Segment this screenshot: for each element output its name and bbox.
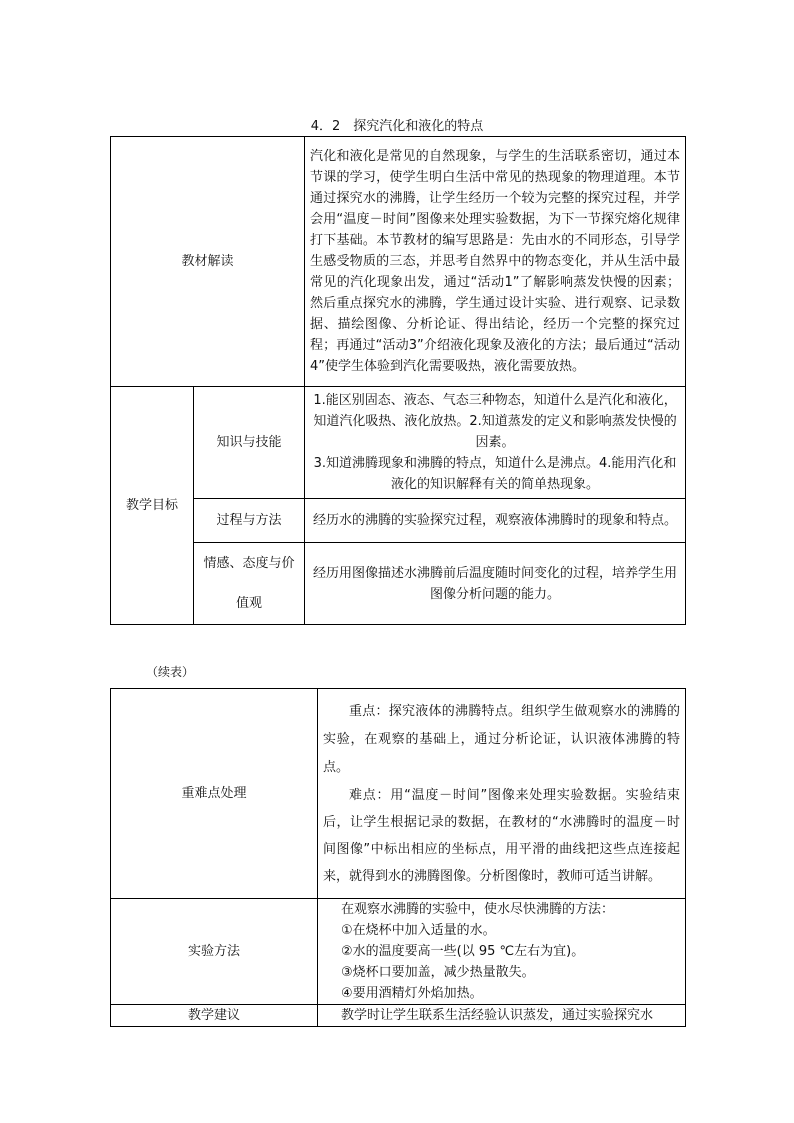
method-cell (318, 899, 686, 1005)
emotion-label-cell (194, 543, 305, 625)
material-label: 教材解读 (111, 137, 305, 387)
knowledge-label: 知识与技能 (194, 387, 305, 499)
process-text: 经历水的沸腾的实验探究过程，观察液体沸腾时的现象和特点。 (305, 499, 686, 543)
emotion-text: 经历用图像描述水沸腾前后温度随时间变化的过程，培养学生用图像分析问题的能力。 (305, 543, 686, 625)
lesson-plan-table (110, 136, 686, 625)
method-label: 实验方法 (111, 899, 318, 1005)
knowledge-cell (305, 387, 686, 499)
material-text: 汽化和液化是常见的自然现象，与学生的生活联系密切，通过本节课的学习，使学生明白生活中常见的热现象的物理道理。本节通过探究水的沸腾，让学生经历一个较为完整的探究过程，并学会用“温度－时间”图像来处理实验数据，为下一节探究熔化规律打下基础。本节教材的编写思路是：先由水的不同形态，引导学生感受物质的三态，并思考自然界中的物态变化，并从生活中最常见的汽化现象出发，通过“活动1”了解影响蒸发快慢的因素；然后重点探究水的沸腾，学生通过设计实验、进行观察、记录数据、描绘图像、分析论证、得出结论，经历一个完整的探究过程；再通过“活动3”介绍液化现象及液化的方法；最后通过“活动4”使学生体验到汽化需要吸热，液化需要放热。 (305, 137, 686, 387)
emotion-label-line-2: 值观 (236, 595, 263, 611)
method-item-4: ④要用酒精灯外焰加热。 (341, 986, 483, 1001)
emotion-label-line-1: 情感、态度与价 (203, 555, 295, 571)
knowledge-text-2: 3.知道沸腾现象和沸腾的特点，知道什么是沸点。4.能用汽化和液化的知识解释有关的简单热现象。 (313, 456, 677, 492)
goals-label: 教学目标 (111, 387, 194, 625)
process-label: 过程与方法 (194, 499, 305, 543)
difficult-point: 难点：用“温度－时间”图像来处理实验数据。实验结束后，让学生根据记录的数据，在教材的“水沸腾时的温度－时间图像”中标出相应的坐标点，用平滑的曲线把这些点连接起来，就得到水的沸腾图像。分析图像时，教师可适当讲解。 (323, 787, 680, 884)
suggest-text: 教学时让学生联系生活经验认识蒸发，通过实验探究水 (318, 1005, 686, 1027)
key-label: 重难点处理 (111, 689, 318, 899)
key-cell (318, 689, 686, 899)
method-item-3: ③烧杯口要加盖，减少热量散失。 (341, 965, 535, 980)
key-point: 重点：探究液体的沸腾特点。组织学生做观察水的沸腾的实验，在观察的基础上，通过分析论证，认识液体沸腾的特点。 (323, 703, 680, 775)
method-item-2: ②水的温度要高一些(以 95 ℃左右为宜)。 (341, 944, 585, 959)
knowledge-text-1: 1.能区别固态、液态、气态三种物态，知道什么是汽化和液化，知道汽化吸热、液化放热。2.知道蒸发的定义和影响蒸发快慢的因素。 (313, 393, 677, 450)
continued-label: （续表） (146, 665, 195, 679)
lesson-plan-table-continued (110, 688, 686, 1027)
method-item-1: ①在烧杯中加入适量的水。 (341, 923, 496, 938)
page-title: 4．2 探究汽化和液化的特点 (310, 119, 484, 134)
suggest-label: 教学建议 (111, 1005, 318, 1027)
method-intro: 在观察水沸腾的实验中，使水尽快沸腾的方法： (341, 902, 615, 917)
